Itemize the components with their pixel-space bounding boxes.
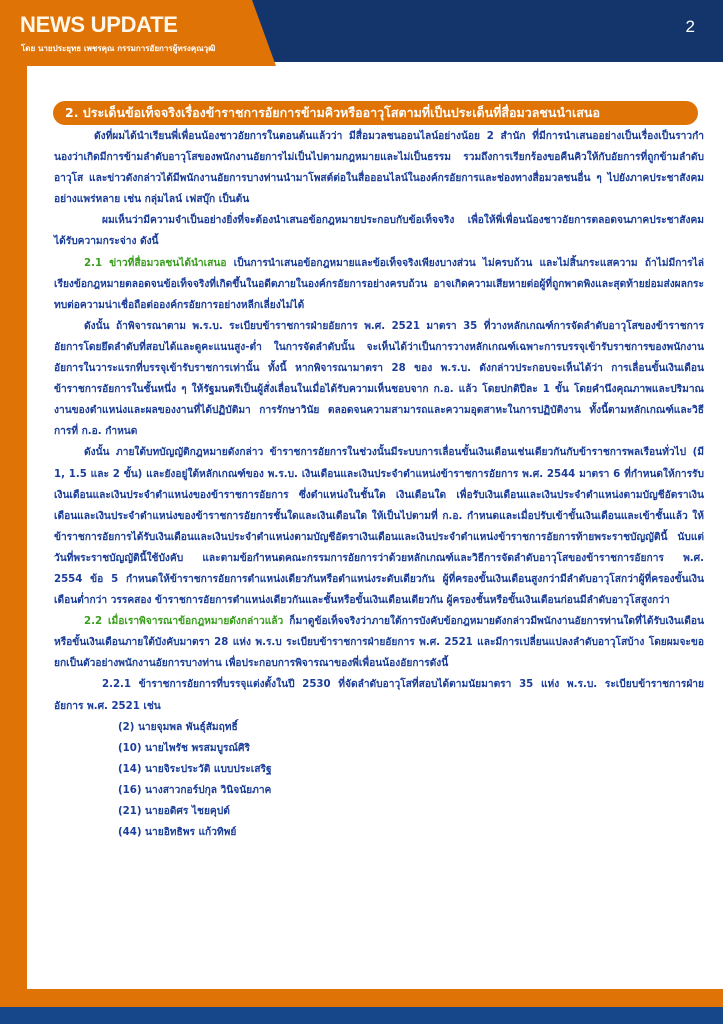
paragraph-2-2 [54,611,704,674]
list-item: (2) นายจุมพล พันธุ์สัมฤทธิ์ [118,721,238,733]
paragraph-2-2-1: 2.2.1 ข้าราชการอัยการที่บรรจุแต่งตั้งในปี 2530 ที่จัดลำดับอาวุโสที่สอบได้ตามนัยมาตรา 35 แห่ง พ.ร.บ. ระเบียบข้าราชการฝ่ายอัยการ พ.ศ. 2521 เช่น [54,679,704,712]
paragraph-2-1 [54,253,704,316]
page-number: 2 [685,17,695,36]
list-item: (10) นายไพรัช พรสมบูรณ์ศิริ [118,742,250,754]
paragraph-intro-2: ผมเห็นว่ามีความจำเป็นอย่างยิ่งที่จะต้องนำเสนอข้อกฎหมายประกอบกับข้อเท็จจริง เพื่อให้พี่เพื่อนน้องชาวอัยการตลอดจนภาคประชาสังคมได้รับความกระจ่าง ดังนี้ [54,215,704,248]
left-accent-bar [0,60,27,1010]
paragraph-2-1-text: เป็นการนำเสนอข้อกฎหมายและข้อเท็จจริงเพียงบางส่วน ไม่ครบถ้วน และไม่สิ้นกระแสความ ถ้าไม่มีการไล่เรียงข้อกฎหมายตลอดจนข้อเท็จจริงที่เกิดขึ้นในอดีตภายในองค์กรอัยการอย่างครบถ้วน อาจเกิดความเสียหายต่อผู้ที่ถูกพาดพิงและสุดท้ายย่อมส่งผลกระทบต่อความน่าเชื่อถือต่อองค์กรอัยการอย่างหลีกเลี่ยงไม่ได้ [54,257,704,311]
newsletter-title: NEWS UPDATE [20,12,178,37]
article-body [54,126,704,843]
section-heading: 2. ประเด็นข้อเท็จจริงเรื่องข้าราชการอัยการข้ามคิวหรืออาวุโสตามที่เป็นประเด็นที่สื่อมวลชนนำเสนอ [53,101,698,125]
paragraph-2-2-text: ก็มาดูข้อเท็จจริงว่าภายใต้การบังคับข้อกฎหมายดังกล่าวมีพนักงานอัยการท่านใดที่ได้รับเงินเดือนหรือขั้นเงินเดือนภายใต้บังคับมาตรา 28 แห่ง พ.ร.บ ระเบียบข้าราชการฝ่ายอัยการ พ.ศ. 2521 และมีการเปลี่ยนแปลงลำดับอาวุโสบ้าง โดยผมจะขอยกเป็นตัวอย่างพนักงานอัยการบางท่าน เพื่อประกอบการพิจารณาของพี่เพื่อนน้องอัยการดังนี้ [54,616,704,670]
footer-blue-band [0,1007,723,1024]
list-item: (14) นายจิระประวัติ แบบประเสริฐ [118,763,272,775]
paragraph-4: ดังนั้น ภายใต้บทบัญญัติกฎหมายดังกล่าว ข้าราชการอัยการในช่วงนั้นมีระบบการเลื่อนขั้นเงินเดือนเช่นเดียวกันกับข้าราชการพลเรือนทั่วไป (มี 1, 1.5 และ 2 ขั้น) และยังอยู่ใต้หลักเกณฑ์ของ พ.ร.บ. เงินเดือนและเงินประจำตำแหน่งข้าราชการอัยการ พ.ศ. 2544 มาตรา 6 ที่กำหนดให้การรับเงินเดือนและเงินประจำตำแหน่งของข้าราชการอัยการ ซึ่งตำแหน่งในชั้นใด เงินเดือนใด เพื่อรับเงินเดือนและเงินประจำตำแหน่งตามบัญชีอัตราเงินเดือนและเงินประจำตำแหน่งของข้าราชการอัยการชั้นใดและเงินเดือนใด ให้เป็นไปตามที่ ก.อ. กำหนดและเมื่อปรับเข้าขั้นเงินเดือนและเข้าชั้นแล้ว ให้ข้าราชการอัยการได้รับเงินเดือนและเงินประจำตำแหน่งตามบัญชีอัตราเงินเดือนและเงินประจำตำแหน่งข้าราชการอัยการท้ายพระราชบัญญัตินี้ นับแต่วันที่พระราชบัญญัตินี้ใช้บังคับ และตามข้อกำหนดคณะกรรมการอัยการว่าด้วยหลักเกณฑ์และวิธีการจัดลำดับอาวุโสของข้าราชการอัยการ พ.ศ. 2554 ข้อ 5 กำหนดให้ข้าราชการอัยการตำแหน่งเดียวกันหรือตำแหน่งระดับเดียวกัน ผู้ที่ครองขั้นเงินเดือนสูงกว่ามีลำดับอาวุโสกว่าผู้ที่ครองขั้นเงินเดือนต่ำกว่า วรรคสอง ข้าราชการอัยการตำแหน่งเดียวกันและชั้นหรือขั้นเงินเดือนเดียวกัน ผู้ครองชั้นหรือขั้นเงินเดือนก่อนมีลำดับอาวุโสสูงกว่า [54,447,704,607]
author-byline: โดย นายประยุทธ เพชรคุณ กรรมการอัยการผู้ทรงคุณวุฒิ [21,44,216,53]
list-item: (44) นายอิทธิพร แก้วทิพย์ [118,827,237,839]
list-item: (21) นายอดิศร ไชยคุปต์ [118,806,230,817]
prosecutor-name-list [54,717,704,844]
subheading-2-1: 2.1 ข่าวที่สื่อมวลชนได้นำเสนอ [84,257,227,269]
paragraph-3: ดังนั้น ถ้าพิจารณาตาม พ.ร.บ. ระเบียบข้าราชการฝ่ายอัยการ พ.ศ. 2521 มาตรา 35 ที่วางหลักเกณฑ์การจัดลำดับอาวุโสของข้าราชการอัยการโดยยึดลำดับที่สอบได้และดูคะแนนสูง-ต่ำ ในการจัดลำดับนั้น จะเห็นได้ว่าเป็นการวางหลักเกณฑ์เฉพาะการบรรจุเข้ารับราชการของพนักงานอัยการในวาระแรกที่บรรจุเข้ารับราชการเท่านั้น ทั้งนี้ หากพิจารณามาตรา 28 ของ พ.ร.บ. ดังกล่าวประกอบจะเห็นได้ว่า การเลื่อนขั้นเงินเดือนข้าราชการอัยการในชั้นหนึ่ง ๆ ให้รัฐมนตรีเป็นผู้สั่งเลื่อนในเมื่อได้รับความเห็นชอบจาก ก.อ. แล้ว โดยปกติปีละ 1 ขั้น โดยคำนึงคุณภาพและปริมาณงานของตำแหน่งและผลของงานที่ได้ปฏิบัติมา การรักษาวินัย ตลอดจนความสามารถและความอุตสาหะในการปฏิบัติงาน ทั้งนี้ตามหลักเกณฑ์และวิธีการที่ ก.อ. กำหนด [54,320,704,438]
footer-orange-band [0,989,723,1007]
list-item: (16) นางสาวกอร์ปกุล วินิจนัยภาค [118,784,272,796]
subheading-2-2: 2.2 เมื่อเราพิจารณาข้อกฎหมายดังกล่าวแล้ว [84,616,284,628]
paragraph-intro-1: ดังที่ผมได้นำเรียนพี่เพื่อนน้องชาวอัยการในตอนต้นแล้วว่า มีสื่อมวลชนออนไลน์อย่างน้อย 2 สำนัก ที่มีการนำเสนออย่างเป็นเรื่องเป็นราวกำนองว่าเกิดมีการข้ามลำดับอาวุโสของพนักงานอัยการไม่เป็นไปตามกฎหมายและไม่เป็นธรรม รวมถึงการเรียกร้องขอคืนคิวให้กับอัยการที่ถูกข้ามลำดับอาวุโส และข่าวดังกล่าวได้มีพนักงานอัยการบางท่านนำมาโพสต์ต่อในสื่อออนไลน์ในองค์กรอัยการและช่องทางสื่อมวลชนอื่น ๆ ไปยังภาคประชาสังคมอย่างแพร่หลาย เช่น กลุ่มไลน์ เฟสบุ๊ก เป็นต้น [54,131,704,206]
